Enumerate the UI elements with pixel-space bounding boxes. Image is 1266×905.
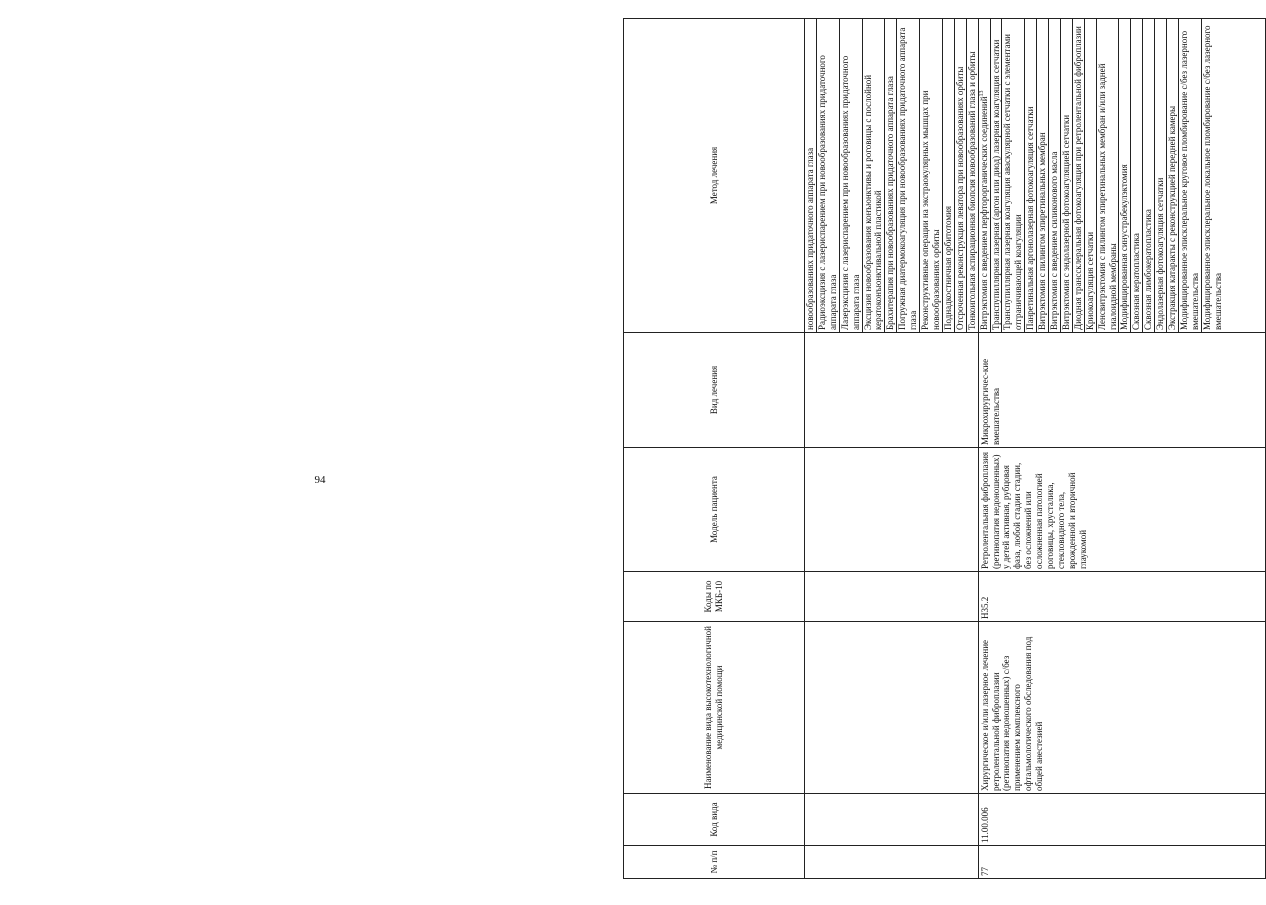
method-line: Поднадкостничная орбитотомия	[943, 19, 955, 332]
method-line: Витрэктомия с пилингом эпиретинальных мембран	[1037, 19, 1049, 332]
method-line: Модифицированное эписклеральное круговое пломбирование с/без лазерного вмешательства	[1179, 19, 1202, 332]
method-line: новообразованиях придаточного аппарата глаза	[805, 19, 817, 332]
method-line: Транспупиллярная лазерная (аргон или диод) лазерная коагуляция сетчатки	[991, 19, 1003, 332]
top-methods-cell	[805, 19, 979, 333]
method-line: Экстракция катаракты с реконструкцией передней камеры	[1167, 19, 1179, 332]
row-icd: H35.2	[978, 572, 1265, 622]
method-line: Эндолазерная фотокоагуляция сетчатки	[1155, 19, 1167, 332]
cell-empty	[805, 333, 979, 448]
row-num: 77	[978, 846, 1265, 879]
table-row	[978, 19, 1265, 879]
method-line: Сквозная лимбокератопластика	[1143, 19, 1155, 332]
cell-empty	[805, 794, 979, 846]
row-model: Ретролентальная фиброплазия (ретинопатия недоношенных) у детей активная, рубцовая фаза, любой стадии стадии, без осложнений или осложненная патологией роговицы, хрусталика, стекловидного тела, врожденной и вторичной глаукомой	[978, 448, 1265, 572]
page-number: 94	[314, 474, 326, 486]
method-line: Лазерэксцизия с лазериспарением при новообразованиях придаточного аппарата глаза	[840, 19, 863, 332]
method-line: Криокоагуляция сетчатки	[1085, 19, 1097, 332]
cell-empty	[805, 846, 979, 879]
footnote-mark: 13	[978, 90, 985, 97]
method-line: Транспупиллярная лазерная коагуляция аваскулярной сетчатки с элементами отграничивающей коагуляции	[1002, 19, 1025, 332]
method-line: Модифицированное эписклеральное локальное пломбирование с/без лазерного вмешательства	[1201, 25, 1223, 330]
row-methods-cell	[978, 19, 1265, 333]
method-line: Радиоэксцизия с лазериспарением при новообразованиях придаточного аппарата глаза	[817, 19, 840, 332]
header-method: Метод лечения	[624, 19, 805, 333]
method-line: Эксцизия новообразования конъюнктивы и роговицы с послойной кератоконъюнктивальной пластикой	[863, 19, 886, 332]
header-code: Код вида	[624, 794, 805, 846]
cell-empty	[805, 622, 979, 794]
header-icd: Коды по МКБ-10	[624, 572, 805, 622]
row-name: Хирургическое и/или лазерное лечение ретролентальной фиброплазии (ретинопатия недоношенных) с/без применением комплексного офтальмологического обследования под общей анестезией	[978, 622, 1265, 794]
method-line: Модифицированная синустрабекулэктомия	[1119, 19, 1131, 332]
method-line: Тонкоигольная аспирационная биопсия новообразований глаза и орбиты	[966, 51, 977, 330]
header-model: Модель пациента	[624, 448, 805, 572]
method-line: Панретинальная аргонолазерная фотокоагуляция сетчатки	[1025, 19, 1037, 332]
method-line	[979, 19, 991, 332]
header-num: № п/п	[624, 846, 805, 879]
row-code: 11.00.006	[978, 794, 1265, 846]
method-text: Витрэктомия с введением перфторорганических соединений	[978, 96, 989, 330]
header-treatment-type: Вид лечения	[624, 333, 805, 448]
method-line: Отсроченная реконструкция леватора при новообразованиях орбиты	[955, 19, 967, 332]
method-line: Ленсвитрэктомия с пилингом эпиретинальных мембран и/или задней гиалоидной мембраны	[1097, 19, 1120, 332]
method-line: Витрэктомия с введением силиконового масла	[1049, 19, 1061, 332]
method-line: Брахитерапия при новообразованиях придаточного аппарата глаза	[885, 19, 897, 332]
method-line: Погружная диатермокоагуляция при новообразованиях придаточного аппарата глаза	[897, 19, 920, 332]
header-name: Наименование вида высокотехнологичной медицинской помощи	[624, 622, 805, 794]
row-treatment-type: Микрохирургичес-кие вмешательства	[978, 333, 1265, 448]
cell-empty	[805, 448, 979, 572]
method-line: Реконструктивные операции на экстраокулярных мышцах при новообразованиях орбиты	[920, 19, 943, 332]
table-container	[623, 19, 1223, 879]
method-line: Витрэктомия с эндолазерной фотокоагуляцией сетчатки	[1061, 19, 1073, 332]
method-line: Сквозная кератопластика	[1131, 19, 1143, 332]
method-line: Диодная транссклеральная фотокоагуляция при ретролентальной фиброплазии	[1073, 19, 1085, 332]
header-row	[624, 19, 805, 879]
cell-empty	[805, 572, 979, 622]
treatment-table	[623, 18, 1266, 879]
continued-row	[805, 19, 979, 879]
